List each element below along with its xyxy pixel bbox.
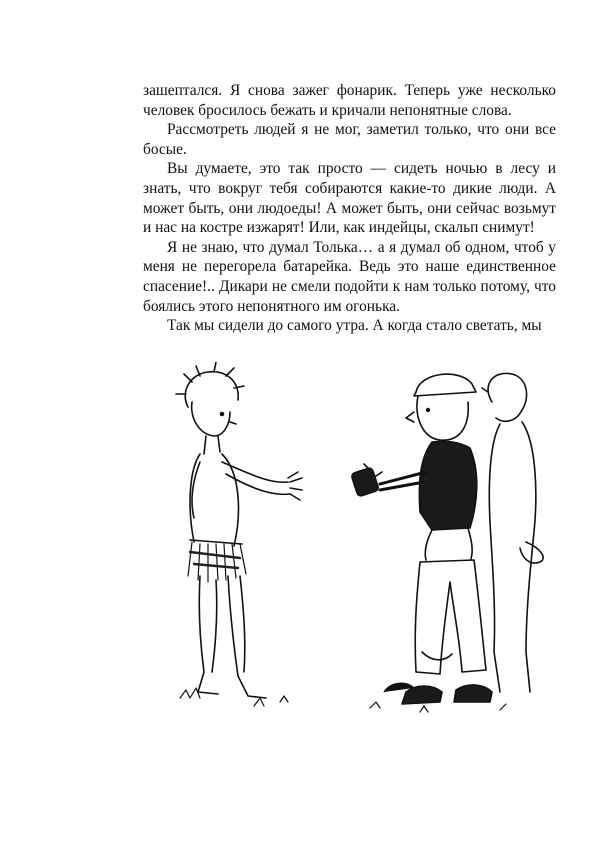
body-text bbox=[143, 81, 556, 336]
paragraph-continuation: зашептался. Я снова зажег фонарик. Теперь уже несколько человек бросилось бежать и кричали непонятные слова. bbox=[143, 82, 556, 119]
paragraph: Рассмотреть людей я не мог, заметил только, что они все босые. bbox=[143, 121, 556, 158]
ink-drawing bbox=[170, 362, 550, 732]
sketch-illustration bbox=[170, 362, 550, 732]
paragraph: Так мы сидели до самого утра. А когда стало светать, мы bbox=[167, 317, 542, 335]
boys-figures bbox=[351, 373, 543, 712]
paragraph: Я не знаю, что думал Толька… а я думал об одном, чтоб у меня не перегорела батарейка. Ведь это наше единственное спасение!.. Дикари не смели подойти к нам только потому, что боялись этого непонятного им огонька. bbox=[143, 238, 556, 315]
wild-boy-figure bbox=[176, 362, 302, 706]
paragraph: Вы думаете, это так просто — сидеть ночью в лесу и знать, что вокруг тебя собираются какие-то дикие люди. А может быть, они людоеды! А может быть, они сейчас возьмут и нас на костре изжарят! Или, как индейцы, скальп снимут! bbox=[143, 160, 556, 237]
